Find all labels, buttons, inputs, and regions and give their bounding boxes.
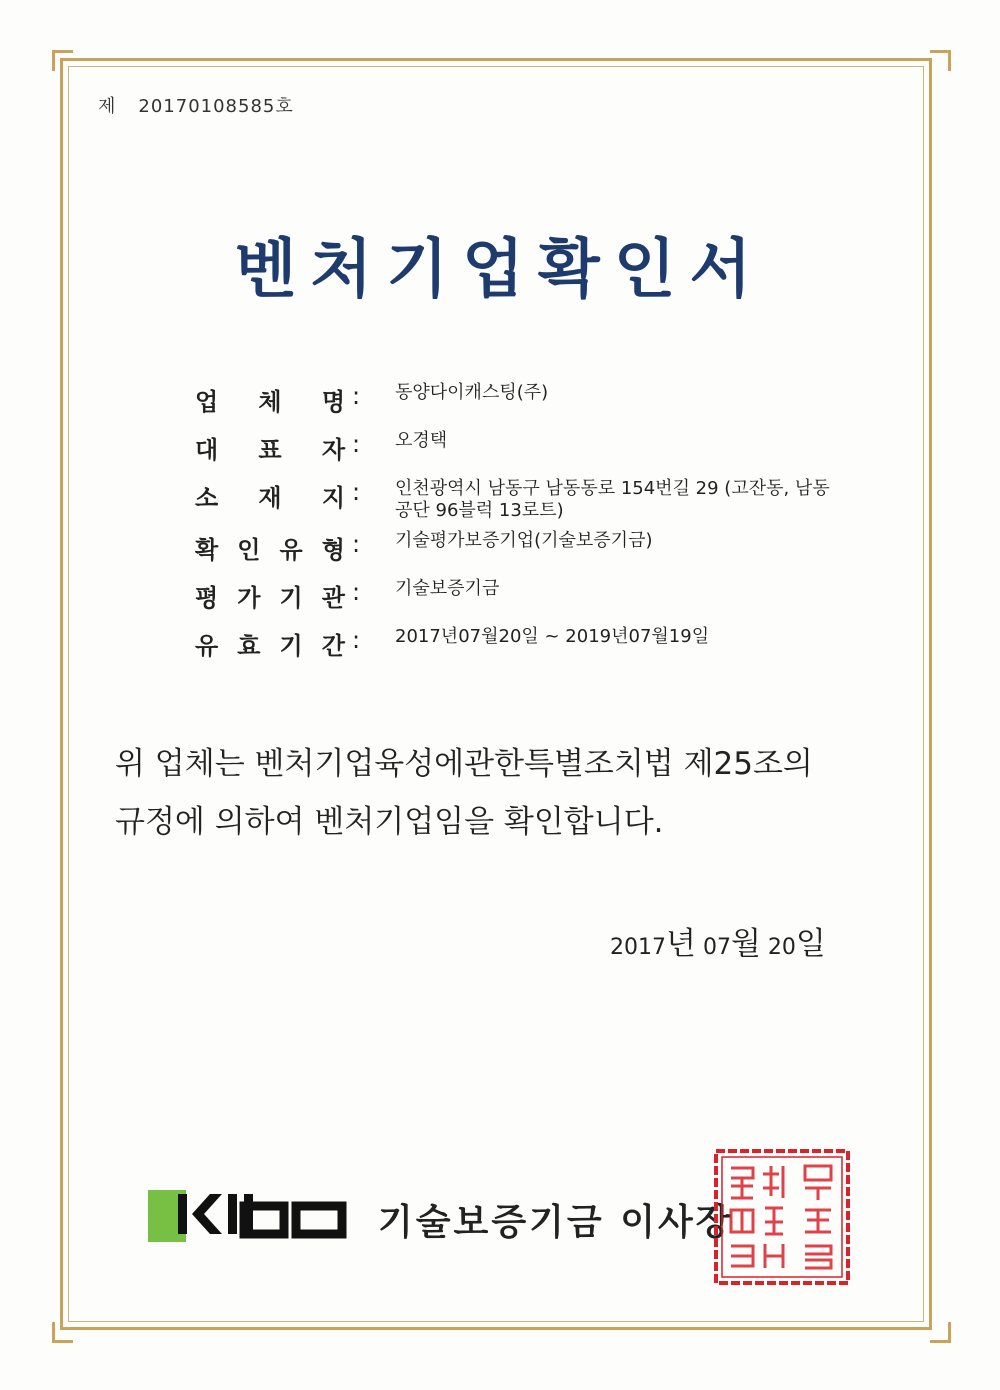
field-label-char: 업 xyxy=(195,388,219,416)
field-value: 오경택 xyxy=(395,430,448,451)
statement-line-2: 규정에 의하여 벤처기업임을 확인합니다. xyxy=(115,804,664,840)
field-value: 기술보증기금 xyxy=(395,578,500,599)
corner-ornament xyxy=(930,1322,951,1343)
field-label-char: 유 xyxy=(279,536,303,564)
corner-ornament xyxy=(52,1322,73,1343)
issue-date xyxy=(610,918,826,963)
issue-day: 20 xyxy=(767,935,796,960)
corner-ornament xyxy=(930,50,951,71)
field-colon: : xyxy=(352,578,361,606)
field-label xyxy=(195,478,345,513)
official-seal-icon xyxy=(713,1148,851,1286)
issue-month-unit: 월 xyxy=(730,926,761,962)
statement-line-1: 위 업체는 벤처기업육성에관한특별조치법 제25조의 xyxy=(115,746,813,782)
field-label-char: 지 xyxy=(321,484,345,512)
field-colon: : xyxy=(352,626,361,654)
field-label-char: 확 xyxy=(195,536,219,564)
certificate-number-suffix: 호 xyxy=(275,96,294,117)
field-label-char: 유 xyxy=(195,632,219,660)
field-label-char: 효 xyxy=(237,632,261,660)
field-colon: : xyxy=(352,382,361,410)
field-label-char: 가 xyxy=(237,584,261,612)
certificate-number-prefix: 제 xyxy=(98,96,117,117)
field-label xyxy=(195,430,345,465)
field-label xyxy=(195,578,345,613)
field-row-address xyxy=(195,476,895,528)
issue-year-unit: 년 xyxy=(666,926,696,962)
document-title: 벤처기업확인서 xyxy=(234,232,766,307)
field-colon: : xyxy=(352,478,361,506)
field-row-representative xyxy=(195,428,895,476)
field-value: 동양다이캐스팅(주) xyxy=(395,382,549,403)
field-row-validity xyxy=(195,624,895,672)
field-label-char: 간 xyxy=(321,632,345,660)
field-label-char: 기 xyxy=(279,632,303,660)
field-label-char: 대 xyxy=(195,436,219,464)
certificate-number xyxy=(98,92,294,118)
field-label-char: 명 xyxy=(321,388,345,416)
field-label-char: 평 xyxy=(195,584,219,612)
field-label-char: 인 xyxy=(237,536,261,564)
issue-month: 07 xyxy=(702,935,731,960)
field-label-char: 재 xyxy=(258,484,282,512)
field-label-char: 형 xyxy=(321,536,345,564)
certification-statement xyxy=(115,735,915,851)
certificate-number-value: 20170108585 xyxy=(138,96,276,117)
official-seal xyxy=(713,1148,851,1286)
field-colon: : xyxy=(352,530,361,558)
field-label xyxy=(195,530,345,565)
field-label-char: 기 xyxy=(279,584,303,612)
field-row-evaluator xyxy=(195,576,895,624)
kibo-logo xyxy=(170,1186,360,1254)
field-label xyxy=(195,382,345,417)
address-line-2: 공단 96블럭 13로트) xyxy=(395,500,564,521)
field-row-company xyxy=(195,380,895,428)
issue-year: 2017 xyxy=(610,935,666,960)
corner-ornament xyxy=(52,50,73,71)
address-line-1: 인천광역시 남동구 남동동로 154번길 29 (고잔동, 남동 xyxy=(395,478,830,499)
issuer-name: 기술보증기금 이사장 xyxy=(378,1202,734,1243)
kibo-logo-icon xyxy=(170,1186,360,1242)
issue-day-unit: 일 xyxy=(795,926,826,962)
field-label-char: 체 xyxy=(258,388,282,416)
field-value: 2017년07월20일 ~ 2019년07월19일 xyxy=(395,626,710,647)
field-label-char: 소 xyxy=(195,484,219,512)
field-label-char: 자 xyxy=(321,436,345,464)
field-value: 기술평가보증기업(기술보증기금) xyxy=(395,530,653,551)
field-label-char: 관 xyxy=(321,584,345,612)
certificate-fields xyxy=(195,380,895,672)
field-value xyxy=(395,478,895,522)
field-label-char: 표 xyxy=(258,436,282,464)
field-row-type xyxy=(195,528,895,576)
field-label xyxy=(195,626,345,661)
field-colon: : xyxy=(352,430,361,458)
